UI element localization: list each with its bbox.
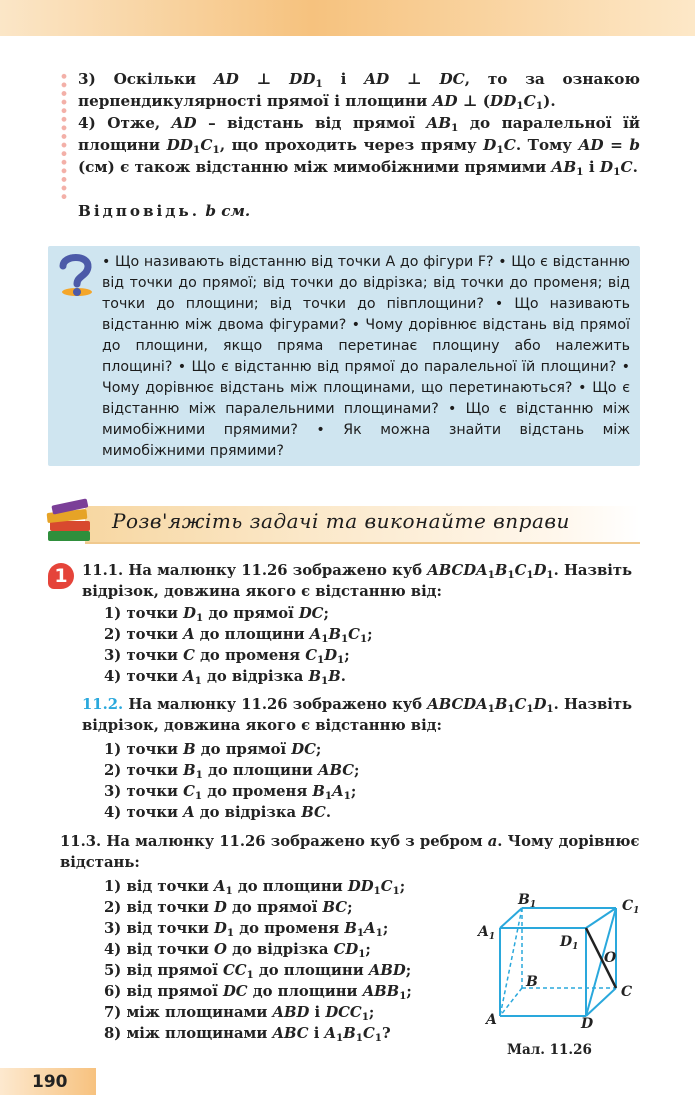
list-item: 2) точки $B_1$ до площини ABC; xyxy=(104,762,360,781)
label-D: D xyxy=(581,1016,594,1032)
list-item: 1) точки $D_1$ до прямої DC; xyxy=(104,605,329,624)
list-item: 2) точки A до площини $A_1B_1C_1$; xyxy=(104,626,373,645)
top-decor-bar xyxy=(0,0,695,36)
list-item: 4) точки $A_1$ до відрізка $B_1B$. xyxy=(104,668,346,687)
list-item: 6) від прямої DC до площини $ABB_1$; xyxy=(104,983,412,1002)
answer-value: b см. xyxy=(205,202,251,220)
label-A1: $A_1$ xyxy=(478,924,496,942)
list-item: 3) точки $C_1$ до променя $B_1A_1$; xyxy=(104,783,357,802)
label-A: A xyxy=(486,1012,497,1028)
solution-step-4: 4) Отже, AD – відстань від прямої $AB_1$ до паралельної їй площини $DD_1C_1$, що проходить через пряму $D_1C$. Тому AD = b (см) є також відстанню між мимобіжними прямими $AB_1$ і $D_1C$. xyxy=(78,114,640,178)
label-B1: $B_1$ xyxy=(518,892,537,910)
figure-caption: Мал. 11.26 xyxy=(507,1042,592,1058)
task-number: 11.2. xyxy=(82,696,124,713)
label-B: B xyxy=(526,974,538,990)
list-item: 1) точки B до прямої DC; xyxy=(104,741,322,758)
solution-step-3: 3) Оскільки AD ⊥ $DD_1$ і AD ⊥ DC, то за ознакою перпендикулярності прямої і площини AD ⊥ $(DD_1C_1)$. xyxy=(78,70,640,112)
task-11-1 xyxy=(82,560,640,602)
page-number: 190 xyxy=(32,1072,68,1092)
task-intro: На малюнку 11.26 зображено куб $ABCDA_1B_1C_1D_1$. Назвіть відрізок, довжина якого є відстанню від: xyxy=(82,696,633,734)
list-item: 2) від точки D до прямої BC; xyxy=(104,899,353,916)
label-O: O xyxy=(604,950,617,966)
list-item: 4) від точки O до відрізка $CD_1$; xyxy=(104,941,371,960)
books-icon xyxy=(44,497,96,547)
task-intro: На малюнку 11.26 зображено куб $ABCDA_1B_1C_1D_1$. Назвіть відрізок, довжина якого є відстанню від: xyxy=(82,562,633,600)
label-C1: $C_1$ xyxy=(622,898,640,916)
review-questions-text: • Що називають відстанню від точки A до фігури F? • Що є відстанню від точки до прямої; від точки до відрізка; від точки до променя; від точки до площини; від точки до півплощини? • Що називають відстанню між двома фігурами? • Чому дорівнює відстань від прямої до площини, якщо пряма перетинає площину або належить площині? • Що є відстанню від прямої до паралельної їй площини? • Чому дорівнює відстань між площинами, що перетинаються? • Що є відстанню між паралельними площинами? • Що є відстанню між мимобіжними прямими? • Як можна знайти відстань між мимобіжними прямими? xyxy=(102,254,630,459)
margin-dots xyxy=(60,72,68,202)
label-C: C xyxy=(621,984,633,1000)
section-title: Розв'яжіть задачі та виконайте вправи xyxy=(112,509,570,533)
cube-edges xyxy=(500,908,616,1016)
task-11-2 xyxy=(82,694,640,736)
label-D1: $D_1$ xyxy=(560,934,579,952)
list-item: 5) від прямої $CC_1$ до площини ABD; xyxy=(104,962,412,981)
list-item: 3) точки C до променя $C_1D_1$; xyxy=(104,647,350,666)
cube-figure xyxy=(470,888,650,1038)
answer-label: Відповідь. xyxy=(78,202,201,220)
list-item: 4) точки A до відрізка BC. xyxy=(104,804,331,821)
task-intro: На малюнку 11.26 зображено куб з ребром a. Чому дорівнює відстань: xyxy=(60,833,640,871)
list-item: 3) від точки $D_1$ до променя $B_1A_1$; xyxy=(104,920,389,939)
task-number: 11.3. xyxy=(60,833,102,850)
task-11-3 xyxy=(60,831,640,873)
question-mark-icon xyxy=(55,252,95,298)
list-item: 7) між площинами ABD і $DCC_1$; xyxy=(104,1004,375,1023)
list-item: 8) між площинами ABC і $A_1B_1C_1$? xyxy=(104,1025,391,1044)
list-item: 1) від точки $A_1$ до площини $DD_1C_1$; xyxy=(104,878,406,897)
cube-hidden-edges xyxy=(500,908,616,1016)
difficulty-level-badge: 1 xyxy=(48,563,74,589)
task-number: 11.1. xyxy=(82,562,124,579)
answer xyxy=(78,202,250,220)
